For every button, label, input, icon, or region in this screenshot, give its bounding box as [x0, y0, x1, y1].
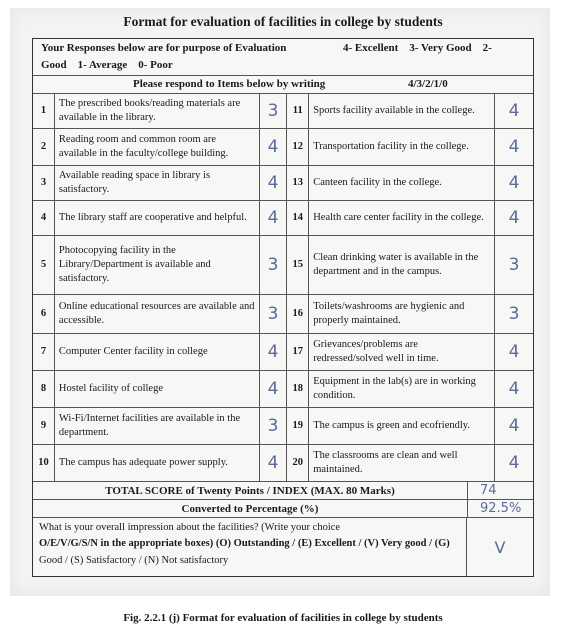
- item-text: The classrooms are clean and well maintained.: [309, 445, 495, 481]
- item-number: 4: [33, 201, 55, 235]
- impression-question: [33, 518, 467, 576]
- item-text: The library staff are cooperative and helpful.: [55, 201, 260, 235]
- item-number: 10: [33, 445, 55, 481]
- item-text: Grievances/problems are redressed/solved well in time.: [309, 334, 495, 370]
- item-text: The campus is green and ecofriendly.: [309, 408, 495, 444]
- table-row: [33, 295, 533, 334]
- item-number: 5: [33, 236, 55, 294]
- total-score-value[interactable]: 74: [480, 483, 497, 498]
- item-text: Reading room and common room are available in the faculty/college building.: [55, 129, 260, 165]
- item-number: 2: [33, 129, 55, 165]
- responses-header: [33, 39, 533, 76]
- item-number: 20: [287, 445, 309, 481]
- instruction-scale: 4/3/2/1/0: [408, 78, 448, 90]
- table-row: [33, 408, 533, 445]
- item-text: Sports facility available in the college.: [309, 94, 495, 128]
- impression-line: Good / (S) Satisfactory / (N) Not satisfactory: [39, 554, 229, 566]
- item-number: 3: [33, 166, 55, 200]
- table-row: [33, 334, 533, 371]
- evaluation-form: [32, 38, 534, 577]
- item-text: Photocopying facility in the Library/Department is available and satisfactory.: [55, 236, 260, 294]
- item-number: 8: [33, 371, 55, 407]
- item-score[interactable]: 4: [260, 371, 288, 407]
- total-score-row: [33, 482, 533, 500]
- item-score[interactable]: 4: [508, 415, 520, 436]
- item-score[interactable]: 4: [260, 166, 288, 200]
- table-row: [33, 371, 533, 408]
- item-score[interactable]: 4: [508, 452, 520, 473]
- item-score[interactable]: 4: [508, 172, 520, 193]
- rating-scale-a: 4- Excellent 3- Very Good 2-: [343, 42, 492, 54]
- item-number: 16: [287, 295, 309, 333]
- item-score[interactable]: 4: [260, 334, 288, 370]
- item-score[interactable]: 4: [260, 201, 288, 235]
- instruction-row: [33, 76, 533, 94]
- item-text: The prescribed books/reading materials are available in the library.: [55, 94, 260, 128]
- item-score[interactable]: 4: [508, 100, 520, 121]
- item-text: Available reading space in library is satisfactory.: [55, 166, 260, 200]
- item-text: Equipment in the lab(s) are in working condition.: [309, 371, 495, 407]
- item-text: Wi-Fi/Internet facilities are available in the department.: [55, 408, 260, 444]
- instruction-text: Please respond to Items below by writing: [133, 78, 326, 90]
- table-row: [33, 94, 533, 129]
- impression-row: [33, 518, 533, 576]
- item-text: The campus has adequate power supply.: [55, 445, 260, 481]
- item-number: 9: [33, 408, 55, 444]
- table-row: [33, 445, 533, 482]
- item-score[interactable]: 4: [508, 341, 520, 362]
- percentage-label: Converted to Percentage (%): [33, 500, 468, 517]
- rating-scale-b: Good 1- Average 0- Poor: [41, 59, 173, 71]
- item-number: 19: [287, 408, 309, 444]
- item-score[interactable]: 4: [508, 378, 520, 399]
- form-title: Format for evaluation of facilities in college by students: [123, 14, 443, 29]
- item-text: Hostel facility of college: [55, 371, 260, 407]
- impression-answer[interactable]: V: [494, 537, 506, 557]
- table-row: [33, 236, 533, 295]
- item-number: 14: [287, 201, 309, 235]
- table-row: [33, 166, 533, 201]
- item-score[interactable]: 3: [260, 408, 288, 444]
- item-score[interactable]: 4: [260, 129, 288, 165]
- impression-line: O/E/V/G/S/N in the appropriate boxes) (O) Outstanding / (E) Excellent / (V) Very good / (G): [39, 538, 450, 550]
- item-number: 6: [33, 295, 55, 333]
- figure-caption: Fig. 2.2.1 (j) Format for evaluation of facilities in college by students: [123, 612, 443, 624]
- item-score[interactable]: 3: [508, 254, 520, 275]
- item-score[interactable]: 4: [508, 207, 520, 228]
- item-number: 7: [33, 334, 55, 370]
- item-score[interactable]: 3: [260, 295, 288, 333]
- table-row: [33, 201, 533, 236]
- item-number: 12: [287, 129, 309, 165]
- item-number: 18: [287, 371, 309, 407]
- item-text: Health care center facility in the college.: [309, 201, 495, 235]
- item-score[interactable]: 3: [508, 303, 520, 324]
- item-text: Clean drinking water is available in the department and in the campus.: [309, 236, 495, 294]
- item-number: 13: [287, 166, 309, 200]
- item-number: 1: [33, 94, 55, 128]
- item-number: 15: [287, 236, 309, 294]
- item-score[interactable]: 3: [260, 94, 288, 128]
- percentage-value[interactable]: 92.5%: [480, 501, 522, 516]
- item-text: Toilets/washrooms are hygienic and properly maintained.: [309, 295, 495, 333]
- percentage-row: [33, 500, 533, 518]
- item-text: Computer Center facility in college: [55, 334, 260, 370]
- total-score-label: TOTAL SCORE of Twenty Points / INDEX (MAX. 80 Marks): [33, 482, 468, 499]
- item-text: Transportation facility in the college.: [309, 129, 495, 165]
- item-score[interactable]: 3: [260, 236, 288, 294]
- item-text: Online educational resources are available and accessible.: [55, 295, 260, 333]
- impression-line: What is your overall impression about the facilities? (Write your choice: [39, 522, 341, 533]
- item-number: 11: [287, 94, 309, 128]
- item-score[interactable]: 4: [260, 445, 288, 481]
- item-score[interactable]: 4: [508, 136, 520, 157]
- table-row: [33, 129, 533, 166]
- item-number: 17: [287, 334, 309, 370]
- item-text: Canteen facility in the college.: [309, 166, 495, 200]
- responses-line1: Your Responses below are for purpose of Evaluation: [41, 42, 287, 54]
